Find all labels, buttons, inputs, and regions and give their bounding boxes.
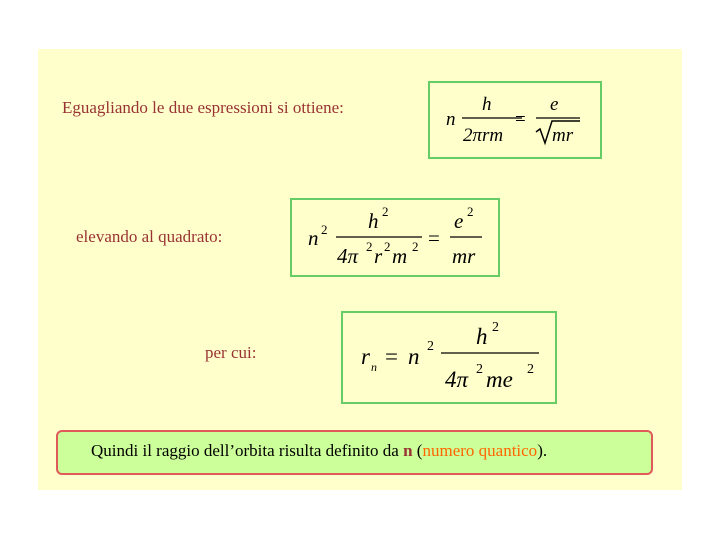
eq1-den-left: 2πrm <box>463 125 504 146</box>
eq1-n: n <box>446 109 456 130</box>
equation-box-2 <box>290 198 500 277</box>
eq2-n: n <box>308 226 319 250</box>
eq3-r: r <box>361 344 370 369</box>
equation-3 <box>343 313 559 406</box>
eq2-den-right: mr <box>452 244 476 268</box>
eq2-num-right-exp: 2 <box>467 204 474 219</box>
eq2-n-exp: 2 <box>321 222 328 237</box>
eq3-n-exp: 2 <box>427 339 434 354</box>
equation-1 <box>430 83 604 161</box>
quantum-number-symbol: n <box>403 441 413 460</box>
eq3-den-b-exp: 2 <box>527 362 534 377</box>
statement-therefore: per cui: <box>205 343 257 362</box>
paren-close: ). <box>537 441 548 460</box>
eq3-num: h <box>476 324 488 349</box>
eq3-n: n <box>408 344 420 369</box>
eq2-num-left: h <box>368 209 379 233</box>
eq1-num-right: e <box>550 94 559 115</box>
eq3-num-exp: 2 <box>492 320 499 335</box>
eq2-den-left-b: r <box>374 244 383 268</box>
statement-equating: Eguagliando le due espressioni si ottiene: <box>62 98 344 117</box>
conclusion-text-before: Quindi il raggio dell’orbita risulta definito da <box>91 441 404 460</box>
eq1-den-right: mr <box>552 125 574 146</box>
eq2-equals: = <box>428 226 440 250</box>
equation-box-3 <box>341 311 557 404</box>
eq3-r-sub: n <box>371 360 377 374</box>
conclusion-text <box>91 441 547 461</box>
eq2-den-left-c-exp: 2 <box>412 239 419 254</box>
quantum-number-label: numero quantico <box>422 441 538 460</box>
eq3-den-a-exp: 2 <box>476 362 483 377</box>
eq1-equals: = <box>515 109 526 130</box>
eq3-den-b: me <box>486 367 513 392</box>
eq2-den-left-a-exp: 2 <box>366 239 373 254</box>
eq2-den-left-c: m <box>392 244 408 268</box>
eq3-den-a: 4π <box>445 367 469 392</box>
eq1-num-left: h <box>482 94 492 115</box>
eq2-num-left-exp: 2 <box>382 204 389 219</box>
conclusion-box <box>56 430 653 475</box>
eq2-den-left-a: 4π <box>337 244 359 268</box>
statement-squaring: elevando al quadrato: <box>76 227 223 246</box>
eq2-den-left-b-exp: 2 <box>384 239 391 254</box>
paren-open: ( <box>416 441 423 460</box>
equation-box-1 <box>428 81 602 159</box>
eq2-num-right: e <box>454 209 464 233</box>
equation-2 <box>292 200 502 279</box>
eq3-equals: = <box>385 344 398 369</box>
